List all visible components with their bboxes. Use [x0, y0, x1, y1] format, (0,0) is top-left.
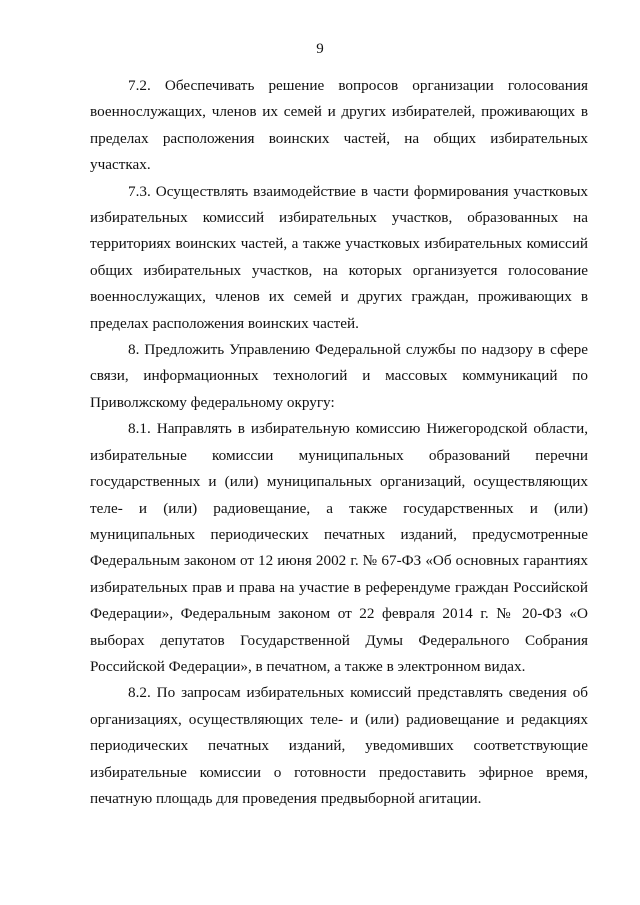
- page-number: 9: [316, 41, 324, 57]
- paragraph-7-2: 7.2. Обеспечивать решение вопросов организации голосования военнослужащих, членов их семей и других избирателей, проживающих в пределах расположения воинских частей, на общих избирательных участках.: [90, 77, 588, 174]
- paragraph-7-3: 7.3. Осуществлять взаимодействие в части формирования участковых избирательных комиссий избирательных участков, образованных на территориях воинских частей, а также участковых избирательных комиссий общих избирательных участков, на которых организуется голосование военнослужащих, членов их семей и других граждан, проживающих в пределах расположения воинских частей.: [90, 182, 588, 332]
- paragraph-8-2: 8.2. По запросам избирательных комиссий представлять сведения об организациях, осуществляющих теле- и (или) радиовещание и редакциях периодических печатных изданий, уведомивших соответствующие избирательные комиссии о готовности предоставить эфирное время, печатную площадь для проведения предвыборной агитации.: [90, 684, 588, 807]
- document-body: [90, 73, 588, 812]
- paragraph-8: 8. Предложить Управлению Федеральной службы по надзору в сфере связи, информационных технологий и массовых коммуникаций по Приволжскому федеральному округу:: [90, 341, 588, 411]
- paragraph-8-1: 8.1. Направлять в избирательную комиссию Нижегородской области, избирательные комиссии муниципальных образований перечни государственных и (или) муниципальных организаций, осуществляющих теле- и (или) радиовещание, а также государственных и (или) муниципальных периодических печатных изданий, предусмотренные Федеральным законом от 12 июня 2002 г. № 67-ФЗ «Об основных гарантиях избирательных прав и права на участие в референдуме граждан Российской Федерации», Федеральным законом от 22 февраля 2014 г. № 20-ФЗ «О выборах депутатов Государственной Думы Федерального Собрания Российской Федерации», в печатном, а также в электронном видах.: [90, 420, 588, 675]
